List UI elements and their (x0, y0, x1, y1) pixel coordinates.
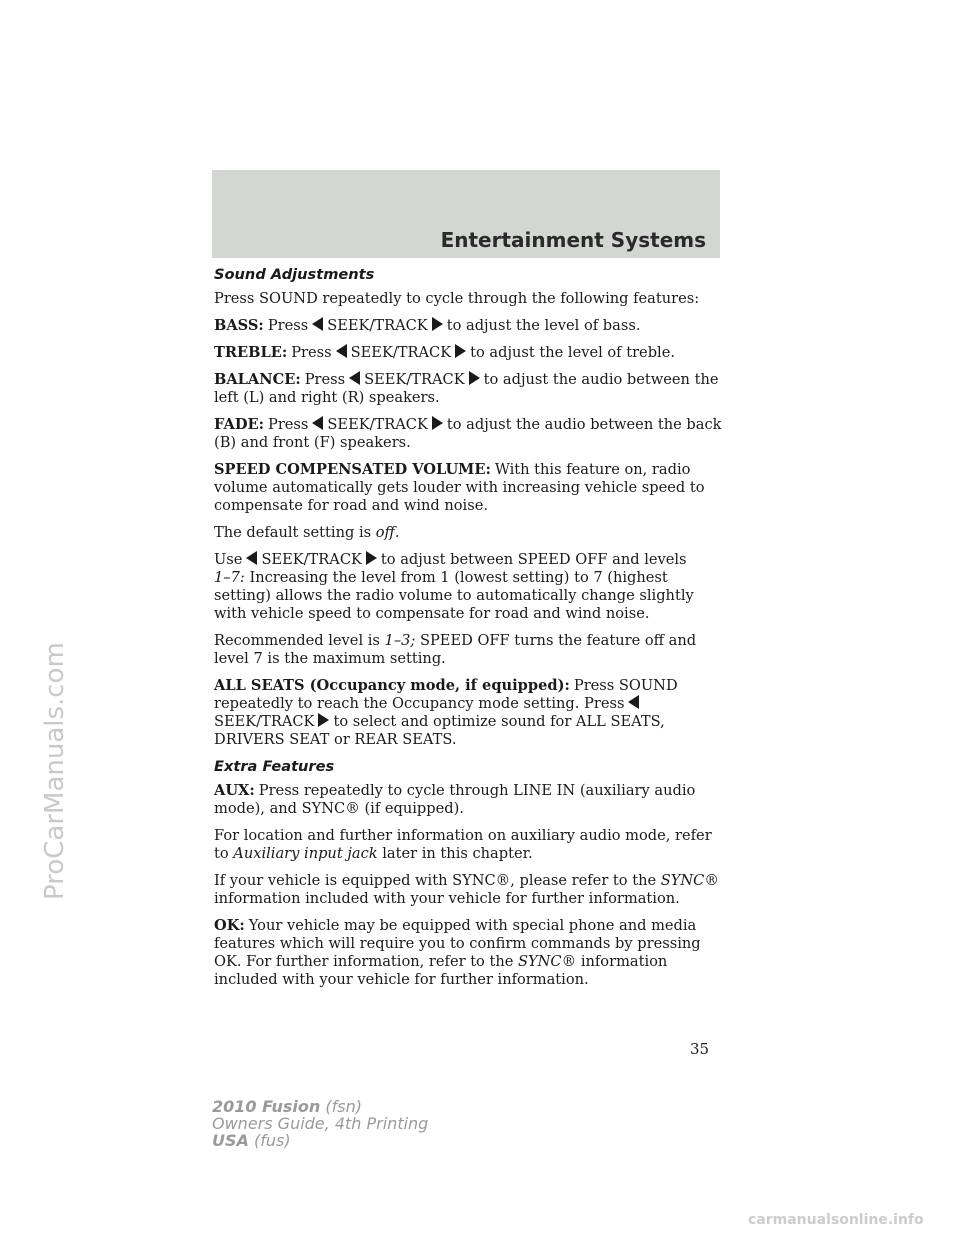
scv-label: SPEED COMPENSATED VOLUME: (214, 461, 491, 478)
location-desc: later in this chapter. (382, 845, 533, 862)
footer-line-1 (212, 1098, 428, 1115)
seek-left-arrow-icon (628, 695, 639, 709)
all-seats-label: ALL SEATS (Occupancy mode, if equipped): (214, 677, 570, 694)
treble-label: TREBLE: (214, 344, 288, 361)
seek-right-arrow-icon (432, 416, 443, 430)
seek-right-arrow-icon (366, 551, 377, 565)
footer-market: USA (212, 1131, 249, 1150)
fade-desc: to adjust the audio between the back (B) and front (F) speakers. (214, 416, 722, 451)
sync-text: If your vehicle is equipped with SYNC®, please refer to the (214, 872, 657, 889)
section-header-band (212, 170, 720, 258)
all-seats-paragraph (214, 677, 724, 749)
document-footer (212, 1098, 428, 1149)
bass-paragraph (214, 317, 724, 335)
balance-press: Press (304, 371, 346, 388)
seek-left-arrow-icon (246, 551, 257, 565)
treble-desc: to adjust the level of treble. (470, 344, 675, 361)
aux-label: AUX: (214, 782, 255, 799)
default-value: off. (375, 524, 400, 541)
bass-press: Press (267, 317, 309, 334)
fade-press: Press (268, 416, 309, 433)
extra-features-heading: Extra Features (214, 758, 335, 775)
use-desc: to adjust between SPEED OFF and levels (380, 551, 687, 568)
sync-reference: SYNC® (660, 872, 719, 889)
seek-right-arrow-icon (318, 713, 329, 727)
ok-sync-reference: SYNC® (518, 953, 577, 970)
side-watermark: ProCarManuals.com (40, 642, 70, 900)
fade-paragraph (214, 416, 724, 452)
ok-paragraph (214, 917, 724, 989)
treble-press: Press (291, 344, 332, 361)
all-seats-text: Press SOUND repeatedly to reach the Occupancy mode setting. Press (214, 677, 678, 712)
all-seats-desc: to select and optimize sound for ALL SEATS, DRIVERS SEAT or REAR SEATS. (214, 713, 665, 748)
footer-model-code: (fsn) (325, 1097, 362, 1116)
sync-paragraph (214, 872, 724, 908)
section-title: Entertainment Systems (440, 228, 706, 252)
fade-seek: SEEK/TRACK (327, 416, 428, 433)
recommended-desc: SPEED OFF turns the feature off and level 7 is the maximum setting. (214, 632, 697, 667)
seek-left-arrow-icon (349, 371, 360, 385)
balance-seek: SEEK/TRACK (364, 371, 465, 388)
bass-desc: to adjust the level of bass. (446, 317, 641, 334)
aux-text: Press repeatedly to cycle through LINE IN (auxiliary audio mode), and SYNC® (if equipped). (214, 782, 696, 817)
default-setting-paragraph (214, 524, 724, 542)
sound-adjustments-heading: Sound Adjustments (214, 266, 375, 283)
use-word: Use (214, 551, 243, 568)
recommended-paragraph (214, 632, 724, 668)
balance-desc: to adjust the audio between the left (L) and right (R) speakers. (214, 371, 719, 406)
ok-label: OK: (214, 917, 245, 934)
seek-right-arrow-icon (455, 344, 466, 358)
page-number: 35 (690, 1040, 710, 1058)
footer-line-3 (212, 1132, 428, 1149)
aux-paragraph (214, 782, 724, 818)
seek-left-arrow-icon (312, 416, 323, 430)
use-seek: SEEK/TRACK (261, 551, 362, 568)
seek-right-arrow-icon (469, 371, 480, 385)
fade-label: FADE: (214, 416, 264, 433)
bass-seek: SEEK/TRACK (327, 317, 428, 334)
aux-jack-reference: Auxiliary input jack (233, 845, 378, 862)
speed-compensated-paragraph (214, 461, 724, 515)
treble-paragraph (214, 344, 724, 362)
seek-left-arrow-icon (312, 317, 323, 331)
footer-line-2: Owners Guide, 4th Printing (212, 1114, 429, 1133)
ok-text: Your vehicle may be equipped with special phone and media features which will require you to confirm commands by pressing OK. For further information, refer to the (214, 917, 701, 970)
bass-label: BASS: (214, 317, 264, 334)
use-levels: 1–7: (214, 569, 245, 586)
location-text: For location and further information on auxiliary audio mode, refer to (214, 827, 712, 862)
footer-market-code: (fus) (254, 1131, 291, 1150)
treble-seek: SEEK/TRACK (350, 344, 452, 361)
seek-right-arrow-icon (432, 317, 443, 331)
footer-model: 2010 Fusion (212, 1097, 321, 1116)
sound-intro: Press SOUND repeatedly to cycle through the following features: (214, 290, 700, 307)
ok-desc: information included with your vehicle for further information. (214, 953, 668, 988)
recommended-value: 1–3; (384, 632, 416, 649)
all-seats-seek: SEEK/TRACK (214, 713, 315, 730)
use-levels-desc: Increasing the level from 1 (lowest setting) to 7 (highest setting) allows the radio volume to automatically change slightly with vehicle speed to compensate for road and wind noise. (214, 569, 694, 622)
seek-left-arrow-icon (336, 344, 347, 358)
recommended-text: Recommended level is (214, 632, 380, 649)
location-paragraph (214, 827, 724, 863)
site-watermark: carmanualsonline.info (748, 1212, 924, 1228)
balance-label: BALANCE: (214, 371, 301, 388)
page-content (214, 266, 724, 998)
sync-desc: information included with your vehicle for further information. (214, 890, 680, 907)
use-paragraph (214, 551, 724, 623)
balance-paragraph (214, 371, 724, 407)
scv-text: With this feature on, radio volume automatically gets louder with increasing vehicle speed to compensate for road and wind noise. (214, 461, 705, 514)
default-text: The default setting is (214, 524, 372, 541)
